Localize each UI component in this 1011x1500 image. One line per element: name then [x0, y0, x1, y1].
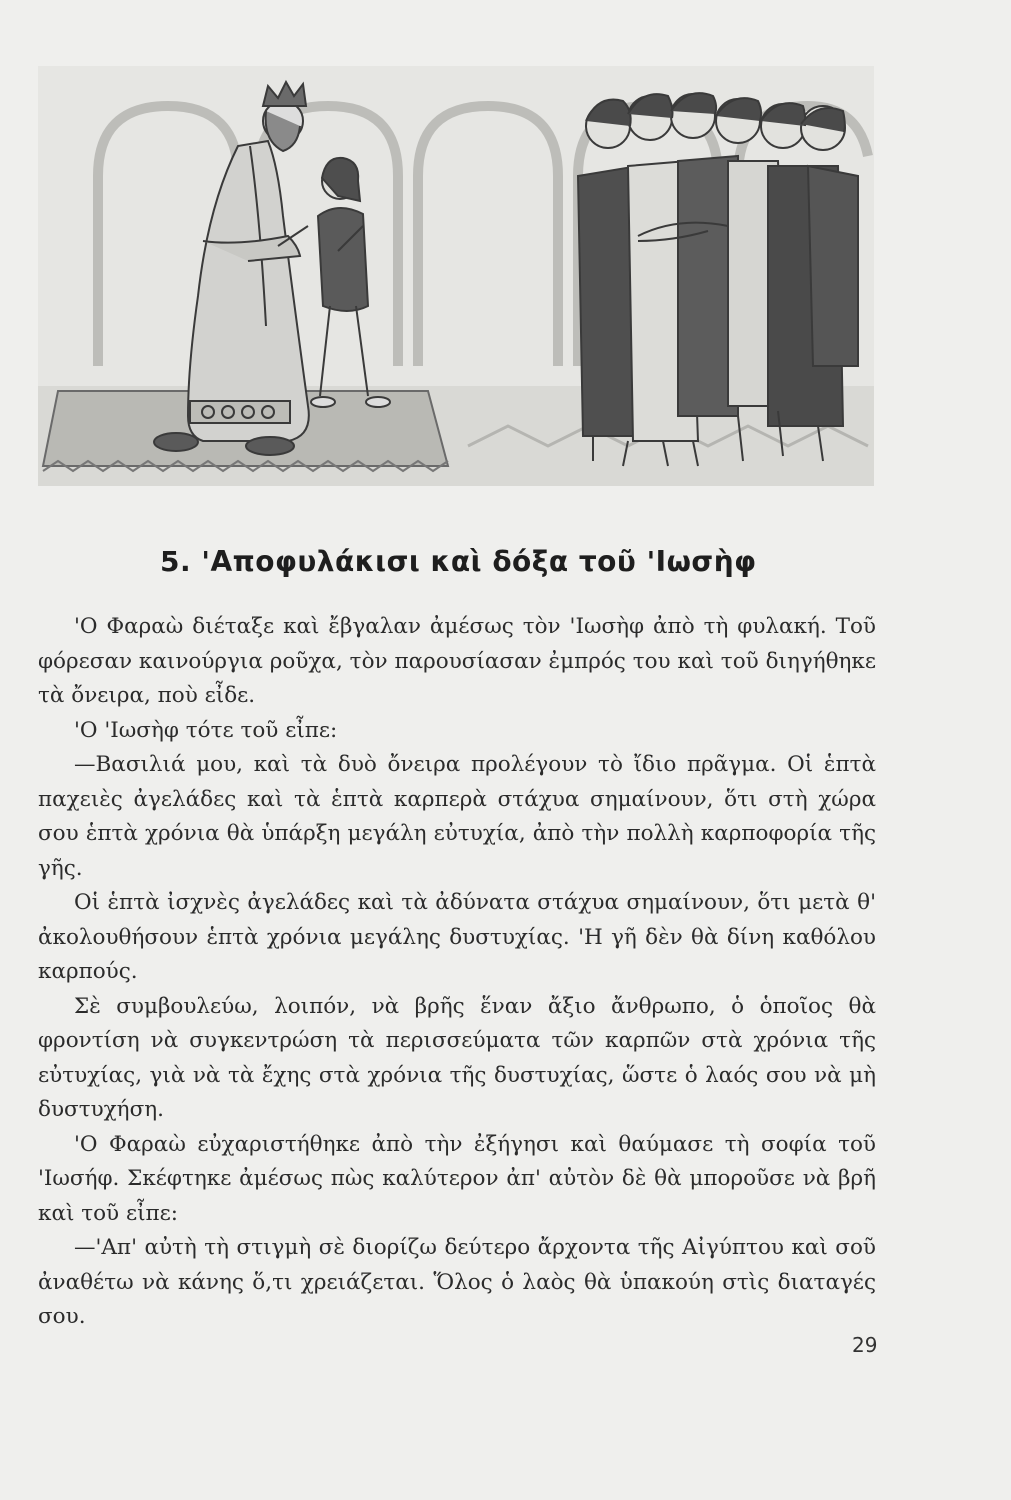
paragraph: 'Ο 'Ιωσὴφ τότε τοῦ εἶπε: [74, 717, 338, 743]
illustration-drawing [38, 66, 874, 486]
illustration-pharaoh-and-joseph [38, 66, 874, 486]
chapter-title: 5. 'Αποφυλάκισι καὶ δόξα τοῦ 'Ιωσὴφ [160, 545, 757, 578]
body-text [38, 610, 876, 1335]
paragraph: 'Ο Φαραὼ διέταξε καὶ ἔβγαλαν ἀμέσως τὸν 'Ιωσὴφ ἀπὸ τὴ φυλακή. Τοῦ φόρεσαν καινούργια ροῦχα, τὸν παρουσίασαν ἐμπρός του καὶ τοῦ διηγήθηκε τὰ ὄνειρα, ποὺ εἶδε. [38, 614, 876, 708]
paragraph: —Βασιλιά μου, καὶ τὰ δυὸ ὄνειρα προλέγουν τὸ ἴδιο πρᾶγμα. Οἱ ἑπτὰ παχειὲς ἀγελάδες καὶ τὰ ἑπτὰ καρπερὰ στάχυα σημαίνουν, ὅτι στὴ χώρα σου ἑπτὰ χρόνια θὰ ὑπάρξη μεγάλη εὐτυχία, ἀπὸ τὴν πολλὴ καρποφορία τῆς γῆς. [38, 752, 876, 881]
paragraph: Οἱ ἑπτὰ ἰσχνὲς ἀγελάδες καὶ τὰ ἀδύνατα στάχυα σημαίνουν, ὅτι μετὰ θ' ἀκολουθήσουν ἑπτὰ χρόνια μεγάλης δυστυχίας. 'Η γῆ δὲν θὰ δίνη καθόλου καρπούς. [38, 890, 876, 984]
paragraph: 'Ο Φαραὼ εὐχαριστήθηκε ἀπὸ τὴν ἐξήγησι καὶ θαύμασε τὴ σοφία τοῦ 'Ιωσήφ. Σκέφτηκε ἀμέσως πὼς καλύτερον ἀπ' αὐτὸν δὲ θὰ μποροῦσε νὰ βρῆ καὶ τοῦ εἶπε: [38, 1131, 876, 1226]
paragraph: Σὲ συμβουλεύω, λοιπόν, νὰ βρῆς ἕναν ἄξιο ἄνθρωπο, ὁ ὁποῖος θὰ φροντίση νὰ συγκεντρώση τὰ περισσεύματα τῶν καρπῶν στὰ χρόνια τῆς εὐτυχίας, γιὰ νὰ τὰ ἔχης στὰ χρόνια τῆς δυστυχίας, ὥστε ὁ λαός σου νὰ μὴ δυστυχήση. [38, 993, 876, 1122]
paragraph: —'Απ' αὐτὴ τὴ στιγμὴ σὲ διορίζω δεύτερο ἄρχοντα τῆς Αἰγύπτου καὶ σοῦ ἀναθέτω νὰ κάνης ὅ,τι χρειάζεται. Ὅλος ὁ λαὸς θὰ ὑπακούη στὶς διαταγές σου. [38, 1235, 876, 1329]
page-number: 29 [852, 1333, 878, 1357]
